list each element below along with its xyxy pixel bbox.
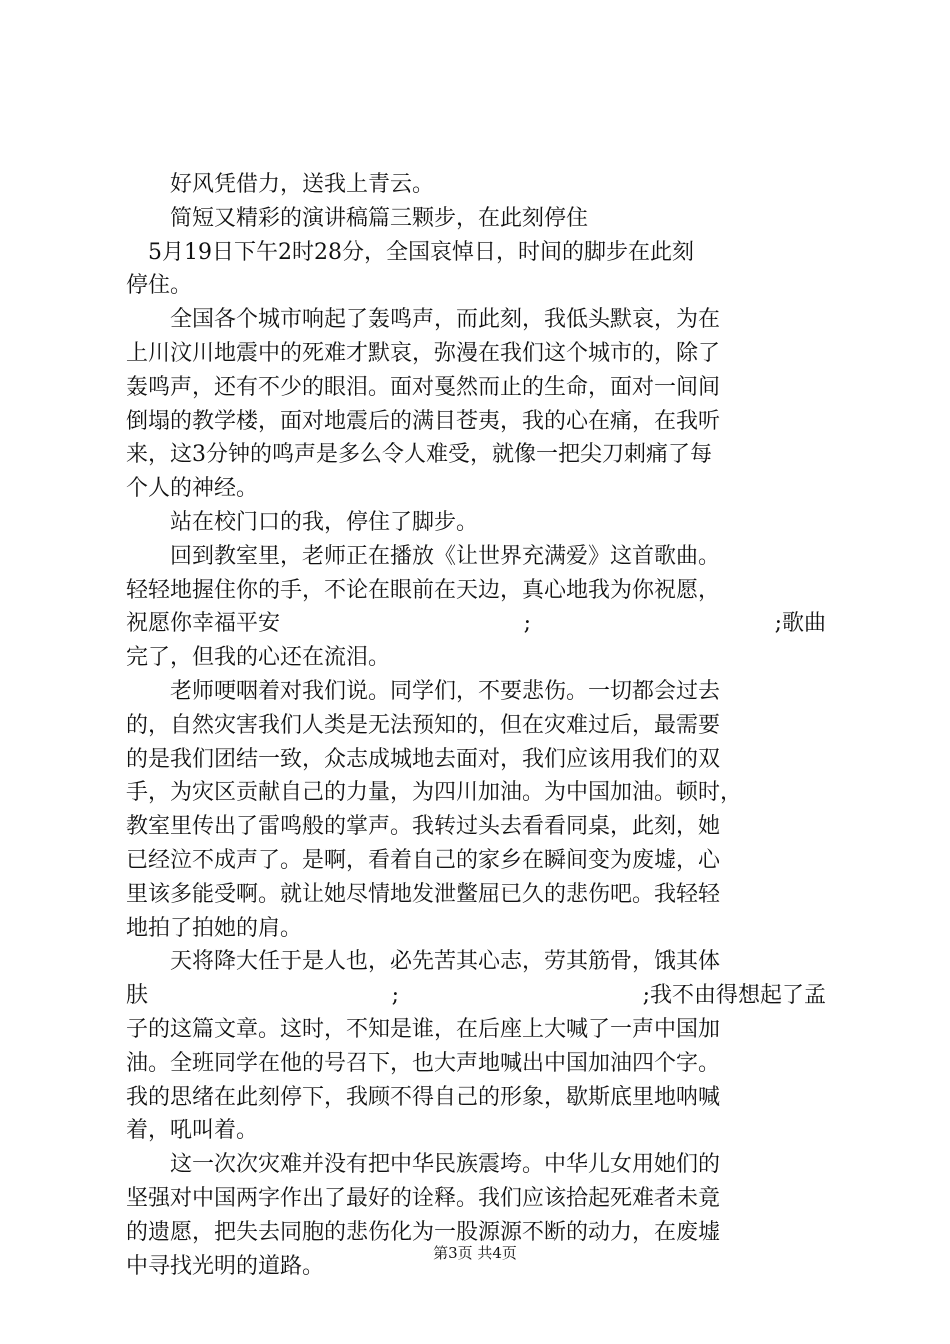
text-line: 回到教室里，老师正在播放《让世界充满爱》这首歌曲。: [126, 543, 721, 569]
text-line: 老师哽咽着对我们说。同学们，不要悲伤。一切都会过去: [126, 678, 721, 704]
text-line: 完了，但我的心还在流泪。: [126, 645, 391, 671]
text-line: 天将降大任于是人也，必先苦其心志，劳其筋骨，饿其体: [126, 949, 721, 975]
text-line: 坚强对中国两字作出了最好的诠释。我们应该拾起死难者未竟: [126, 1185, 721, 1211]
text-line: 中寻找光明的道路。: [126, 1253, 325, 1279]
text-line: [126, 979, 826, 1013]
text-line-segment: ;: [391, 983, 399, 1009]
text-line: 我的思绪在此刻停下，我顾不得自己的形象，歇斯底里地呐喊: [126, 1084, 721, 1110]
text-line: 里该多能受啊。就让她尽情地发泄鳖屈已久的悲伤吧。我轻轻: [126, 881, 721, 907]
text-line: 上川汶川地震中的死难才默哀，弥漫在我们这个城市的，除了: [126, 340, 721, 366]
text-line: 站在校门口的我，停住了脚步。: [126, 509, 479, 535]
text-line: 这一次次灾难并没有把中华民族震垮。中华儿女用她们的: [126, 1152, 721, 1178]
text-line: 个人的神经。: [126, 476, 259, 502]
document-body: [126, 168, 826, 1283]
text-line-segment: ;: [523, 611, 531, 637]
text-line: 简短又精彩的演讲稿篇三颗步，在此刻停住: [126, 205, 589, 231]
text-line-segment: 肤: [126, 983, 149, 1009]
text-line: 倒塌的教学楼，面对地震后的满目苍夷，我的心在痛，在我听: [126, 408, 721, 434]
text-line-segment: ;我不由得想起了孟: [642, 983, 826, 1009]
text-line: 全国各个城市响起了轰鸣声，而此刻，我低头默哀，为在: [126, 307, 721, 333]
text-line: 子的这篇文章。这时，不知是谁，在后座上大喊了一声中国加: [126, 1016, 721, 1042]
text-line: [126, 607, 826, 641]
text-line: 停住。: [126, 273, 193, 299]
text-line-segment: ;歌曲: [774, 611, 826, 637]
text-line: 的遗愿，把失去同胞的悲伤化为一股源源不断的动力，在废墟: [126, 1219, 721, 1245]
text-line: 轰鸣声，还有不少的眼泪。面对戛然而止的生命，面对一间间: [126, 374, 721, 400]
text-line: 着，吼叫着。: [126, 1118, 259, 1144]
text-line: 地拍了拍她的肩。: [126, 915, 303, 941]
text-line: 已经泣不成声了。是啊，看着自己的家乡在瞬间变为废墟，心: [126, 847, 721, 873]
page-footer: 第3页 共4页: [433, 1244, 517, 1262]
text-line-segment: 祝愿你幸福平安: [126, 611, 281, 637]
text-line: 手，为灾区贡献自己的力量，为四川加油。为中国加油。顿时，: [126, 780, 743, 806]
text-line: 5月19日下午2时28分，全国哀悼日，时间的脚步在此刻: [126, 239, 694, 265]
text-line: 油。全班同学在他的号召下，也大声地喊出中国加油四个字。: [126, 1050, 721, 1076]
text-line: 好风凭借力，送我上青云。: [126, 172, 435, 197]
text-line: 的是我们团结一致，众志成城地去面对，我们应该用我们的双: [126, 746, 721, 772]
text-line: 教室里传出了雷鸣般的掌声。我转过头去看看同桌，此刻，她: [126, 814, 721, 840]
text-line: 的，自然灾害我们人类是无法预知的，但在灾难过后，最需要: [126, 712, 721, 738]
text-line: 轻轻地握住你的手，不论在眼前在天边，真心地我为你祝愿，: [126, 577, 721, 603]
text-line: 来，这3分钟的鸣声是多么令人难受，就像一把尖刀刺痛了每: [126, 442, 712, 468]
